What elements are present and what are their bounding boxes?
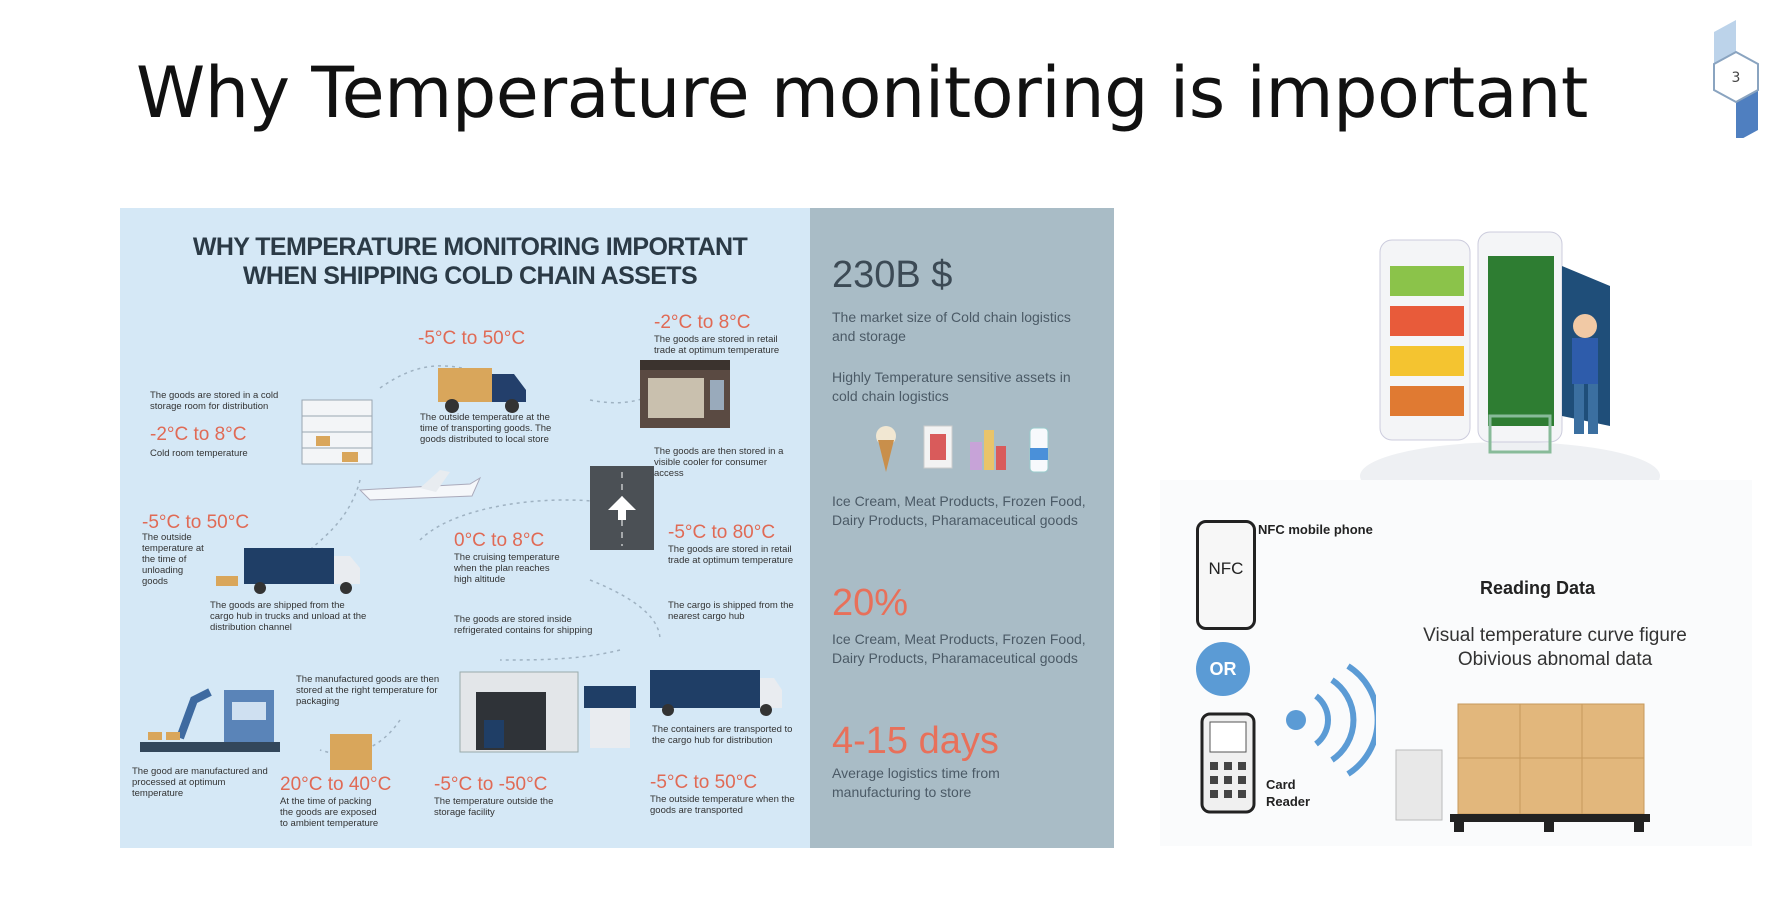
page-number-badge — [1700, 18, 1772, 138]
infographic-title — [150, 233, 790, 291]
unloading-truck-icon — [216, 548, 360, 594]
slide-title: Why Temperature monitoring is important — [136, 52, 1588, 134]
note-unloading: The outside temperature at the time of unloading goods — [142, 532, 204, 587]
note-retail: The goods are stored in retail trade at optimum temperature — [654, 334, 780, 356]
stat-market-value: 230B $ — [832, 254, 953, 296]
runway-icon — [590, 466, 654, 550]
temp-truck: -5°C to 50°C — [418, 328, 526, 349]
page-number: 3 — [1731, 70, 1741, 86]
infographic-title-line-1: WHY TEMPERATURE MONITORING IMPORTANT — [192, 233, 748, 261]
note-packing: At the time of packing the goods are exposed to ambient temperature — [280, 796, 379, 829]
temp-cold-room: -2°C to 8°C — [150, 424, 247, 445]
stat-days-text: Average logistics time from manufacturing to store — [832, 765, 1000, 800]
reading-data-line-2: Obivious abnomal data — [1457, 649, 1653, 670]
note-manufactured: The manufactured goods are then stored at the right temperature for packaging — [296, 674, 440, 707]
note-cold-room: The goods are stored in a cold storage room for distribution — [150, 390, 279, 412]
note-retail-2: The goods are then stored in a visible cooler for consumer access — [654, 446, 784, 479]
temp-unloading: -5°C to 50°C — [142, 512, 250, 533]
note-cargo: The cargo is shipped from the nearest cargo hub — [668, 600, 794, 622]
container-truck-icon — [650, 670, 782, 716]
note-reefer: The goods are stored inside refrigerated contains for shipping — [454, 614, 593, 636]
temp-storage: -5°C to -50°C — [434, 774, 548, 795]
reading-data-line-1: Visual temperature curve figure — [1423, 625, 1687, 646]
stat-sensitive-text: Highly Temperature sensitive assets in cold chain logistics — [832, 369, 1071, 404]
wireless-signal-icon — [1276, 660, 1376, 780]
stat-products-text: Ice Cream, Meat Products, Frozen Food, Dairy Products, Pharamaceutical goods — [832, 493, 1086, 528]
note-shipped: The goods are shipped from the cargo hub in trucks and unload at the distribution channel — [210, 600, 367, 633]
stat-percent-value: 20% — [832, 582, 909, 624]
delivery-truck-icon — [438, 368, 526, 413]
note-processed: The good are manufactured and processed at optimum temperature — [132, 766, 268, 799]
package-box-icon — [330, 734, 372, 770]
stat-market-text: The market size of Cold chain logistics and storage — [832, 309, 1071, 344]
cold-room-icon — [302, 400, 372, 464]
note-truck: The outside temperature at the time of transporting goods. The goods distributed to local store — [420, 412, 552, 445]
note-hold: The goods are stored in retail trade at optimum temperature — [668, 544, 794, 566]
factory-robot-icon — [140, 690, 280, 752]
note-containers: The containers are transported to the cargo hub for distribution — [652, 724, 793, 746]
airplane-icon — [360, 470, 480, 500]
nfc-screen-text: NFC — [1208, 559, 1244, 578]
nfc-phone-icon — [1196, 520, 1256, 630]
note-storage: The temperature outside the storage facility — [434, 796, 554, 818]
or-badge: OR — [1196, 642, 1250, 696]
product-icons — [870, 418, 1060, 482]
temp-retail-hold: -5°C to 80°C — [668, 522, 776, 543]
frozen-food-icon — [970, 430, 1006, 470]
reading-data-title: Reading Data — [1480, 578, 1596, 598]
ice-cream-icon — [876, 426, 896, 472]
temp-packing: 20°C to 40°C — [280, 774, 392, 795]
dairy-icon — [1030, 428, 1048, 472]
temp-flight: 0°C to 8°C — [454, 530, 545, 551]
stat-days-value: 4-15 days — [832, 720, 999, 762]
retail-store-icon — [640, 360, 730, 428]
reading-data-text — [1390, 624, 1720, 672]
card-reader-label-line-2: Reader — [1266, 794, 1311, 809]
note-flight: The cruising temperature when the plan reaches high altitude — [454, 552, 560, 585]
warehouse-icon — [460, 672, 636, 752]
nfc-phone-label: NFC mobile phone — [1258, 522, 1373, 537]
card-reader-icon — [1200, 712, 1260, 816]
infographic-title-line-2: WHEN SHIPPING COLD CHAIN ASSETS — [242, 262, 698, 290]
card-reader-label — [1266, 776, 1310, 810]
pallet-boxes-illustration — [1394, 700, 1654, 832]
card-reader-label-line-1: Card — [1266, 777, 1296, 792]
meat-icon — [924, 426, 952, 468]
note-cold-room-sub: Cold room temperature — [150, 448, 248, 459]
temp-retail: -2°C to 8°C — [654, 312, 751, 333]
temp-transport: -5°C to 50°C — [650, 772, 758, 793]
note-transport: The outside temperature when the goods are transported — [650, 794, 795, 816]
stat-percent-text: Ice Cream, Meat Products, Frozen Food, Dairy Products, Pharamaceutical goods — [832, 631, 1086, 666]
